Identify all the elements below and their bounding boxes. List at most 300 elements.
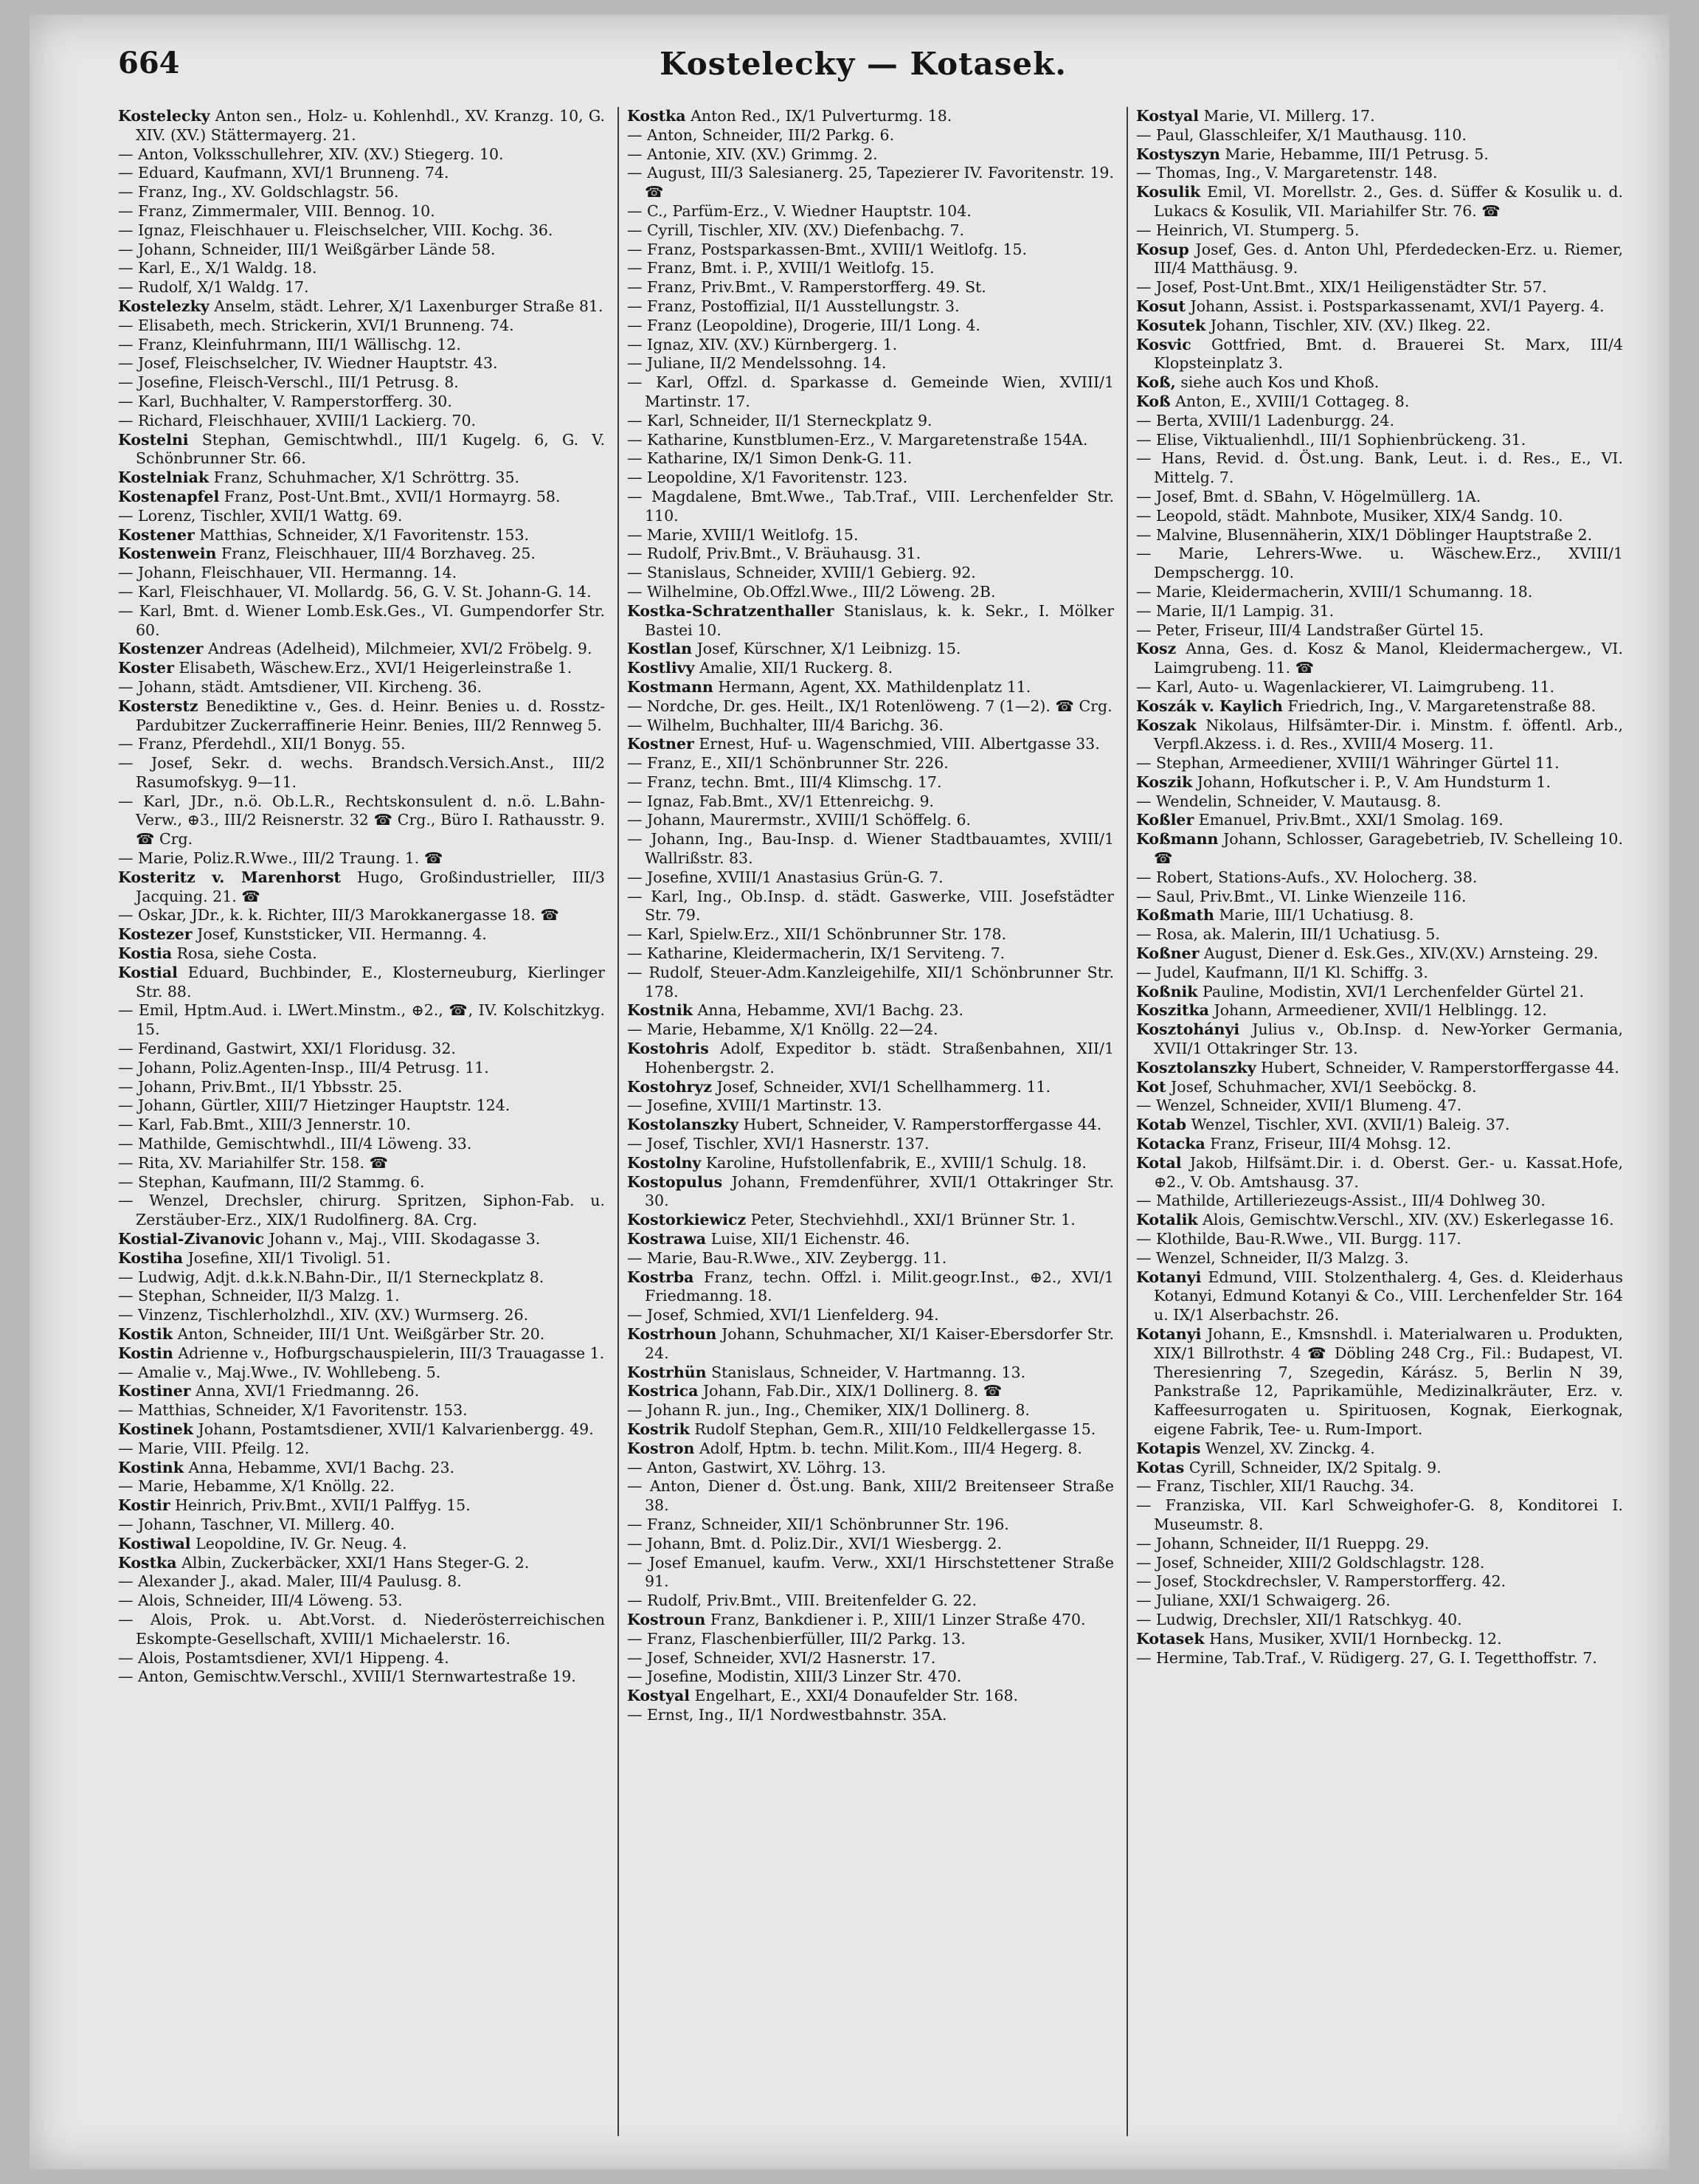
entry-details: — Anton, Gastwirt, XV. Löhrg. 13. — [627, 1458, 886, 1476]
directory-entry — [118, 259, 605, 278]
entry-details: — Ignaz, Fab.Bmt., XV/1 Ettenreichg. 9. — [627, 792, 935, 810]
directory-entry — [118, 925, 605, 944]
directory-entry — [627, 1401, 1114, 1420]
entry-surname: Kostner — [627, 735, 694, 753]
directory-entry — [1136, 1116, 1623, 1135]
directory-entry — [118, 202, 605, 221]
entry-details: — Alois, Prok. u. Abt.Vorst. d. Niederösterreichischen Eskompte-Gesellschaft, XVIII/1 Michaelerstr. 16. — [118, 1610, 605, 1648]
entry-details: — Marie, Hebamme, X/1 Knöllg. 22—24. — [627, 1020, 938, 1039]
entry-details: — Franz, Zimmermaler, VIII. Bennog. 10. — [118, 201, 435, 220]
directory-entry — [1136, 1611, 1623, 1630]
directory-entry — [627, 697, 1114, 716]
entry-details: Johann, Schlosser, Garagebetrieb, IV. Schelleing 10. ☎ — [1154, 830, 1623, 868]
entry-details: — Ludwig, Drechsler, XII/1 Ratschkyg. 40. — [1136, 1610, 1462, 1628]
entry-surname: Kostnik — [627, 1001, 693, 1020]
entry-surname: Koßnik — [1136, 982, 1198, 1001]
entry-details: — Berta, XVIII/1 Ladenburgg. 24. — [1136, 411, 1394, 429]
directory-entry — [627, 1306, 1114, 1325]
directory-entry — [627, 1040, 1114, 1078]
directory-entry — [118, 1535, 605, 1554]
directory-entry — [1136, 1630, 1623, 1649]
directory-entry — [118, 412, 605, 431]
entry-details: — Stanislaus, Schneider, XVIII/1 Gebierg. 92. — [627, 564, 976, 582]
directory-entry — [1136, 1554, 1623, 1573]
directory-entry — [627, 126, 1114, 145]
entry-details: — Josef, Schneider, XVI/2 Hasnerstr. 17. — [627, 1648, 936, 1667]
directory-entry — [1136, 241, 1623, 279]
directory-entry — [118, 1611, 605, 1649]
directory-entry — [1136, 773, 1623, 792]
entry-details: — Rudolf, Steuer-Adm.Kanzleigehilfe, XII/1 Schönbrunner Str. 178. — [627, 963, 1114, 1001]
directory-columns — [118, 107, 1623, 2143]
entry-surname: Kostka — [627, 107, 686, 125]
entry-details: — Ignaz, Fleischhauer u. Fleischselcher, VIII. Kochg. 36. — [118, 221, 553, 239]
directory-entry — [1136, 1192, 1623, 1211]
entry-surname: Kosteritz v. Marenhorst — [118, 868, 342, 886]
entry-surname: Kosztolanszky — [1136, 1058, 1256, 1077]
entry-surname: Kotapis — [1136, 1439, 1201, 1457]
entry-details: Ernest, Huf- u. Wagenschmied, VIII. Albertgasse 33. — [699, 735, 1100, 753]
directory-entry — [118, 1096, 605, 1116]
directory-entry — [118, 1572, 605, 1592]
entry-details: Matthias, Schneider, X/1 Favoritenstr. 153. — [199, 525, 530, 544]
directory-entry — [118, 697, 605, 736]
directory-entry — [1136, 906, 1623, 925]
directory-entry — [627, 888, 1114, 926]
entry-surname: Kostrhoun — [627, 1325, 717, 1343]
entry-surname: Kostyal — [627, 1687, 691, 1705]
directory-entry — [627, 1096, 1114, 1116]
entry-surname: Kostink — [118, 1458, 184, 1476]
directory-entry — [118, 488, 605, 507]
entry-surname: Kosut — [1136, 297, 1186, 315]
entry-surname: Kostron — [627, 1439, 695, 1457]
column-divider — [1127, 107, 1128, 2136]
directory-entry — [1136, 944, 1623, 964]
directory-entry — [118, 1116, 605, 1135]
directory-entry — [1136, 412, 1623, 431]
entry-details: — Magdalene, Bmt.Wwe., Tab.Traf., VIII. Lerchenfelder Str. 110. — [627, 487, 1114, 525]
entry-details: — Saul, Priv.Bmt., VI. Linke Wienzeile 116. — [1136, 887, 1467, 905]
directory-entry — [118, 526, 605, 545]
directory-entry — [118, 602, 605, 640]
directory-entry — [118, 1306, 605, 1325]
entry-details: Hermann, Agent, XX. Mathildenplatz 11. — [718, 677, 1031, 696]
directory-entry — [1136, 145, 1623, 165]
directory-entry — [627, 1706, 1114, 1725]
directory-entry — [627, 526, 1114, 545]
entry-details: Johann, Hofkutscher i. P., V. Am Hundsturm 1. — [1197, 773, 1551, 791]
directory-entry — [1136, 449, 1623, 488]
directory-entry — [1136, 678, 1623, 697]
entry-details: Benediktine v., Ges. d. Heinr. Benies u. d. Rosstz-Pardubitzer Zuckerraffinerie Heinr. Benies, III/2 Rennweg 5. — [136, 697, 605, 734]
directory-entry — [627, 202, 1114, 221]
directory-entry — [1136, 1592, 1623, 1611]
entry-details: Peter, Stechviehhdl., XXI/1 Brünner Str. 1. — [750, 1211, 1076, 1229]
entry-details: — Emil, Hptm.Aud. i. LWert.Minstm., ⊕2., ☎, IV. Kolschitzkyg. 15. — [118, 1001, 605, 1039]
entry-details: — Leopold, städt. Mahnbote, Musiker, XIX/4 Sandg. 10. — [1136, 506, 1563, 525]
directory-entry — [118, 944, 605, 964]
entry-details: — Johann, Bmt. d. Poliz.Dir., XVI/1 Wiesbergg. 2. — [627, 1534, 1002, 1552]
directory-entry — [1136, 1154, 1623, 1192]
entry-surname: Kostiwal — [118, 1534, 191, 1552]
directory-entry — [118, 659, 605, 678]
entry-details: — Hermine, Tab.Traf., V. Rüdigerg. 27, G. I. Tegetthoffstr. 7. — [1136, 1648, 1597, 1667]
directory-entry — [627, 1078, 1114, 1097]
entry-details: Johann, E., Kmsnshdl. i. Materialwaren u. Produkten, XIX/1 Billrothstr. 4 ☎ Döbling 248 Crg., Fil.: Budapest, VI. Theresienring 7, Szegedin, Kárász. 5, Berlin N 39, Pankstraße 12, Paprikamühle, Medizinalkräuter, Erz. v. Kaffeesurrogaten u. Spirituosen, Kognak, Eierkognak, eigene Fabrik, Tee- u. Rum-Import. — [1154, 1325, 1623, 1438]
entry-details: — Josefine, XVIII/1 Anastasius Grün-G. 7. — [627, 868, 944, 886]
directory-entry — [627, 678, 1114, 697]
entry-details: — Josefine, Modistin, XIII/3 Linzer Str. 470. — [627, 1668, 962, 1686]
entry-details: — Rudolf, X/1 Waldg. 17. — [118, 278, 309, 297]
directory-entry — [627, 278, 1114, 297]
directory-entry — [118, 1477, 605, 1496]
directory-entry — [118, 1668, 605, 1687]
entry-surname: Koßmath — [1136, 906, 1214, 925]
entry-surname: Kot — [1136, 1077, 1166, 1096]
entry-details: — Elise, Viktualienhdl., III/1 Sophienbrückeng. 31. — [1136, 430, 1526, 449]
directory-page — [30, 15, 1669, 2169]
directory-entry — [1136, 621, 1623, 640]
directory-entry — [1136, 1325, 1623, 1440]
entry-details: — Anton, Volksschullehrer, XIV. (XV.) Stiegerg. 10. — [118, 145, 504, 163]
entry-surname: Kotas — [1136, 1458, 1185, 1476]
entry-surname: Kostenwein — [118, 545, 217, 563]
directory-entry — [118, 1364, 605, 1383]
directory-entry — [627, 1649, 1114, 1668]
directory-entry — [118, 431, 605, 469]
directory-entry — [627, 1592, 1114, 1611]
directory-entry — [1136, 1440, 1623, 1459]
directory-entry — [1136, 888, 1623, 907]
entry-details: — Eduard, Kaufmann, XVI/1 Brunneng. 74. — [118, 164, 449, 182]
entry-details: Emanuel, Priv.Bmt., XXI/1 Smolag. 169. — [1198, 811, 1504, 829]
entry-details: — Stephan, Kaufmann, III/2 Stammg. 6. — [118, 1172, 425, 1191]
directory-entry — [118, 336, 605, 355]
entry-details: — Franz, E., XII/1 Schönbrunner Str. 226. — [627, 754, 949, 773]
entry-surname: Kotasek — [1136, 1629, 1205, 1648]
entry-surname: Koster — [118, 659, 174, 677]
directory-entry — [118, 1135, 605, 1154]
entry-surname: Kostinek — [118, 1420, 193, 1438]
entry-details: — Alois, Postamtsdiener, XVI/1 Hippeng. 4. — [118, 1648, 449, 1667]
entry-details: Rosa, siehe Costa. — [176, 944, 317, 963]
entry-surname: Kostolanszky — [627, 1116, 738, 1134]
entry-details: — Franz, Bmt. i. P., XVIII/1 Weitlofg. 15. — [627, 259, 935, 277]
entry-details: — Ludwig, Adjt. d.k.k.N.Bahn-Dir., II/1 Sterneckplatz 8. — [118, 1268, 544, 1286]
directory-entry — [118, 1001, 605, 1040]
directory-entry — [627, 1211, 1114, 1230]
entry-details: Franz, Schuhmacher, X/1 Schröttrg. 35. — [213, 469, 520, 487]
directory-entry — [118, 1192, 605, 1230]
directory-entry — [118, 640, 605, 659]
entry-surname: Koßner — [1136, 944, 1200, 963]
directory-entry — [1136, 317, 1623, 336]
entry-details: — Johann, Schneider, III/1 Weißgärber Lände 58. — [118, 240, 496, 258]
directory-entry — [627, 107, 1114, 126]
directory-entry — [118, 849, 605, 868]
directory-entry — [1136, 640, 1623, 678]
entry-surname: Kostial-Zivanovic — [118, 1230, 265, 1248]
directory-entry — [118, 469, 605, 488]
directory-entry — [118, 1344, 605, 1364]
directory-entry — [1136, 373, 1623, 393]
entry-details: — Josef, Bmt. d. SBahn, V. Högelmüllerg. 1A. — [1136, 487, 1481, 505]
entry-surname: Kostrhün — [627, 1363, 707, 1381]
directory-entry — [1136, 1477, 1623, 1496]
entry-details: — Ignaz, XIV. (XV.) Kürnbergerg. 1. — [627, 335, 898, 353]
directory-entry — [627, 1687, 1114, 1706]
directory-entry — [118, 678, 605, 697]
entry-details: — Stephan, Armeediener, XVIII/1 Währinger Gürtel 11. — [1136, 754, 1560, 773]
entry-details: Johann, Assist. i. Postsparkassenamt, XVI/1 Payerg. 4. — [1190, 297, 1605, 315]
directory-entry — [1136, 754, 1623, 773]
entry-details: Stephan, Gemischtwhdl., III/1 Kugelg. 6, G. V. Schönbrunner Str. 66. — [136, 430, 605, 468]
entry-details: — Thomas, Ing., V. Margaretenstr. 148. — [1136, 164, 1438, 182]
directory-entry — [1136, 1249, 1623, 1268]
entry-details: Adolf, Expeditor b. städt. Straßenbahnen, XII/1 Hohenbergstr. 2. — [645, 1040, 1114, 1077]
entry-details: Josef, Schuhmacher, XVI/1 Seeböckg. 8. — [1171, 1077, 1477, 1096]
directory-entry — [1136, 964, 1623, 983]
directory-entry — [1136, 1020, 1623, 1059]
entry-details: — Lorenz, Tischler, XVII/1 Wattg. 69. — [118, 506, 403, 525]
entry-details: — Ernst, Ing., II/1 Nordwestbahnstr. 35A. — [627, 1705, 947, 1724]
directory-entry — [1136, 431, 1623, 450]
directory-entry — [1136, 336, 1623, 374]
entry-details: — Johann, Taschner, VI. Millerg. 40. — [118, 1515, 395, 1533]
entry-surname: Kosztohányi — [1136, 1020, 1240, 1039]
directory-entry — [627, 1249, 1114, 1268]
entry-details: Engelhart, E., XXI/4 Donaufelder Str. 168. — [694, 1687, 1019, 1705]
entry-surname: Koßler — [1136, 811, 1194, 829]
entry-details: — Katharine, IX/1 Simon Denk-G. 11. — [627, 449, 913, 468]
directory-entry — [118, 221, 605, 241]
entry-details: — Karl, Buchhalter, V. Ramperstorfferg. 30. — [118, 392, 452, 410]
entry-details: — Stephan, Schneider, II/3 Malzg. 1. — [118, 1287, 400, 1305]
entry-details: — Antonie, XIV. (XV.) Grimmg. 2. — [627, 145, 878, 163]
directory-entry — [118, 278, 605, 297]
directory-entry — [627, 488, 1114, 526]
directory-entry — [118, 183, 605, 202]
directory-entry — [627, 754, 1114, 773]
directory-entry — [118, 868, 605, 907]
entry-surname: Koß, — [1136, 373, 1176, 392]
entry-surname: Kostelniak — [118, 469, 210, 487]
entry-details: Stanislaus, k. k. Sekr., I. Mölker Bastei 10. — [645, 601, 1114, 639]
entry-surname: Kostener — [118, 525, 195, 544]
directory-entry — [627, 373, 1114, 412]
entry-details: Josef, Ges. d. Anton Uhl, Pferdedecken-Erz. u. Riemer, III/4 Matthäusg. 9. — [1154, 240, 1623, 277]
directory-entry — [627, 1516, 1114, 1535]
entry-details: Nikolaus, Hilfsämter-Dir. i. Minstm. f. öffentl. Arb., Verpfl.Akzess. i. d. Res., XVIII/4 Moserg. 11. — [1154, 716, 1623, 753]
entry-details: Josef, Kürschner, X/1 Leibnizg. 15. — [696, 640, 961, 658]
directory-entry — [118, 1420, 605, 1440]
directory-entry — [1136, 107, 1623, 126]
directory-entry — [118, 754, 605, 792]
entry-details: — Katharine, Kunstblumen-Erz., V. Margaretenstraße 154A. — [627, 430, 1088, 449]
directory-entry — [627, 1001, 1114, 1020]
entry-details: — Franz, Schneider, XII/1 Schönbrunner Str. 196. — [627, 1515, 1009, 1533]
page-header — [118, 46, 1608, 90]
entry-details: — Juliane, XXI/1 Schwaigerg. 26. — [1136, 1592, 1391, 1610]
entry-details: — Josef, Schmied, XVI/1 Lienfelderg. 94. — [627, 1306, 939, 1324]
directory-entry — [627, 241, 1114, 260]
entry-details: Karoline, Hufstollenfabrik, E., XVIII/1 Schulg. 18. — [705, 1153, 1087, 1172]
entry-details: — Mathilde, Artilleriezeugs-Assist., III/4 Dohlweg 30. — [1136, 1192, 1546, 1210]
entry-details: Hubert, Schneider, V. Ramperstorffergasse 44. — [743, 1116, 1102, 1134]
entry-details: Pauline, Modistin, XVI/1 Lerchenfelder Gürtel 21. — [1203, 982, 1585, 1001]
directory-entry — [1136, 1096, 1623, 1116]
entry-surname: Kostka-Schratzenthaller — [627, 601, 834, 620]
directory-entry — [118, 1649, 605, 1668]
entry-details: — Judel, Kaufmann, II/1 Kl. Schiffg. 3. — [1136, 963, 1428, 981]
entry-details: — Wenzel, Drechsler, chirurg. Spritzen, Siphon-Fab. u. Zerstäuber-Erz., XIX/1 Rudolfinerg. 8A. Crg. — [118, 1192, 605, 1229]
directory-entry — [627, 792, 1114, 812]
entry-surname: Kostorkiewicz — [627, 1211, 747, 1229]
page-number: 664 — [118, 46, 180, 80]
directory-entry — [1136, 1459, 1623, 1478]
entry-details: — Marie, Kleidermacherin, XVIII/1 Schumanng. 18. — [1136, 582, 1533, 601]
entry-details: — Alexander J., akad. Maler, III/4 Paulusg. 8. — [118, 1572, 462, 1591]
directory-entry — [118, 373, 605, 393]
directory-entry — [627, 1230, 1114, 1249]
directory-entry — [1136, 164, 1623, 183]
directory-entry — [627, 1116, 1114, 1135]
directory-entry — [118, 297, 605, 317]
directory-entry — [118, 735, 605, 754]
entry-details: — Anton, Schneider, III/2 Parkg. 6. — [627, 125, 895, 144]
entry-details: Cyrill, Schneider, IX/2 Spitalg. 9. — [1188, 1458, 1442, 1476]
entry-details: — C., Parfüm-Erz., V. Wiedner Hauptstr. 104. — [627, 201, 972, 220]
directory-entry — [118, 107, 605, 145]
entry-details: Amalie, XII/1 Ruckerg. 8. — [699, 659, 893, 677]
entry-details: Heinrich, Priv.Bmt., XVII/1 Palffyg. 15. — [175, 1496, 471, 1515]
directory-entry — [1136, 488, 1623, 507]
entry-details: Johann, Armeediener, XVII/1 Helblingg. 12. — [1214, 1001, 1547, 1020]
directory-entry — [627, 164, 1114, 202]
directory-entry — [1136, 583, 1623, 602]
directory-entry — [1136, 697, 1623, 716]
directory-entry — [1136, 545, 1623, 583]
entry-surname: Koßmann — [1136, 830, 1219, 849]
entry-details: Wenzel, XV. Zinckg. 4. — [1205, 1439, 1375, 1457]
entry-details: Adrienne v., Hofburgschauspielerin, III/3 Trauagasse 1. — [178, 1344, 605, 1362]
entry-details: Marie, III/1 Uchatiusg. 8. — [1219, 906, 1414, 925]
entry-details: — Johann, Fleischhauer, VII. Hermanng. 14. — [118, 564, 457, 582]
entry-details: — Hans, Revid. d. Öst.ung. Bank, Leut. i. d. Res., E., VI. Mittelg. 7. — [1136, 449, 1623, 487]
directory-entry — [118, 964, 605, 1002]
directory-entry — [1136, 1230, 1623, 1249]
entry-details: Josefine, XII/1 Tivoligl. 51. — [187, 1248, 391, 1267]
entry-details: — Karl, Auto- u. Wagenlackierer, VI. Laimgrubeng. 11. — [1136, 677, 1555, 696]
directory-entry — [627, 1325, 1114, 1364]
directory-entry — [118, 354, 605, 373]
entry-details: Friedrich, Ing., V. Margaretenstraße 88. — [1287, 697, 1596, 715]
directory-entry — [118, 583, 605, 602]
directory-entry — [118, 1325, 605, 1344]
entry-details: Johann v., Maj., VIII. Skodagasse 3. — [269, 1230, 541, 1248]
directory-entry — [1136, 1496, 1623, 1535]
entry-surname: Kostrik — [627, 1420, 690, 1438]
entry-surname: Kotanyi — [1136, 1268, 1202, 1286]
directory-entry — [627, 1459, 1114, 1478]
entry-surname: Kosutek — [1136, 316, 1206, 334]
column-right — [1136, 107, 1623, 2143]
entry-details: Franz, Friseur, III/4 Mohsg. 12. — [1210, 1135, 1452, 1153]
directory-entry — [1136, 507, 1623, 526]
entry-details: — Karl, JDr., n.ö. Ob.L.R., Rechtskonsulent d. n.ö. L.Bahn-Verw., ⊕3., III/2 Reisnerstr. 32 ☎ Crg., Büro I. Rathausstr. 9. ☎ Crg. — [118, 792, 605, 849]
directory-entry — [627, 1154, 1114, 1173]
entry-details: — Wenzel, Schneider, XVII/1 Blumeng. 47. — [1136, 1096, 1462, 1115]
directory-entry — [627, 1611, 1114, 1630]
entry-details: Jakob, Hilfsämt.Dir. i. d. Oberst. Ger.- u. Kassat.Hofe, ⊕2., V. Ob. Amtshausg. 37. — [1154, 1153, 1623, 1191]
entry-details: — Karl, Ing., Ob.Insp. d. städt. Gaswerke, VIII. Josefstädter Str. 79. — [627, 887, 1114, 925]
entry-details: — Juliane, II/2 Mendelssohng. 14. — [627, 354, 887, 373]
directory-entry — [1136, 526, 1623, 545]
directory-entry — [118, 1440, 605, 1459]
entry-details: — Karl, Bmt. d. Wiener Lomb.Esk.Ges., VI. Gumpendorfer Str. 60. — [118, 601, 605, 639]
entry-details: Stanislaus, Schneider, V. Hartmanng. 13. — [711, 1363, 1026, 1381]
entry-details: — Vinzenz, Tischlerholzhdl., XIV. (XV.) Wurmserg. 26. — [118, 1306, 529, 1324]
directory-entry — [627, 830, 1114, 868]
directory-entry — [627, 583, 1114, 602]
directory-entry — [1136, 925, 1623, 944]
entry-details: — Karl, Fleischhauer, VI. Mollardg. 56, G. V. St. Johann-G. 14. — [118, 582, 592, 601]
entry-details: — Josef, Tischler, XVI/1 Hasnerstr. 137. — [627, 1135, 930, 1153]
directory-entry — [1136, 278, 1623, 297]
entry-details: — Josef, Sekr. d. wechs. Brandsch.Versich.Anst., III/2 Rasumofskyg. 9—11. — [118, 754, 605, 791]
directory-entry — [627, 602, 1114, 640]
directory-entry — [118, 1230, 605, 1249]
entry-details: Franz, Bankdiener i. P., XIII/1 Linzer Straße 470. — [710, 1610, 1086, 1628]
directory-entry — [1136, 221, 1623, 241]
directory-entry — [118, 1496, 605, 1516]
entry-details: — Wilhelmine, Ob.Offzl.Wwe., III/2 Löweng. 2B. — [627, 582, 996, 601]
directory-entry — [627, 1477, 1114, 1516]
directory-entry — [627, 336, 1114, 355]
entry-details: — Oskar, JDr., k. k. Richter, III/3 Marokkanergasse 18. ☎ — [118, 906, 559, 925]
entry-details: — Franz, Kleinfuhrmann, III/1 Wällischg. 12. — [118, 335, 461, 353]
entry-details: Anton sen., Holz- u. Kohlenhdl., XV. Kranzg. 10, G. XIV. (XV.) Stättermayerg. 21. — [136, 107, 605, 144]
directory-entry — [118, 564, 605, 583]
entry-details: Hans, Musiker, XVII/1 Hornbeckg. 12. — [1209, 1629, 1502, 1648]
directory-entry — [118, 1459, 605, 1478]
directory-entry — [118, 164, 605, 183]
entry-details: — Franz, techn. Bmt., III/4 Klimschg. 17. — [627, 773, 942, 791]
directory-entry — [627, 925, 1114, 944]
entry-surname: Kostlivy — [627, 659, 695, 677]
entry-details: — Josef, Post-Unt.Bmt., XIX/1 Heiligenstädter Str. 57. — [1136, 278, 1547, 297]
entry-details: — Franz, Tischler, XII/1 Rauchg. 34. — [1136, 1477, 1415, 1496]
entry-surname: Kostohryz — [627, 1077, 712, 1096]
directory-entry — [627, 716, 1114, 736]
entry-details: — Franz, Postoffizial, II/1 Ausstellungstr. 3. — [627, 297, 960, 315]
entry-details: — Johann, Gürtler, XIII/7 Hietzinger Hauptstr. 124. — [118, 1096, 511, 1115]
directory-entry — [118, 1592, 605, 1611]
directory-entry — [1136, 297, 1623, 317]
entry-surname: Koszák v. Kaylich — [1136, 697, 1283, 715]
directory-entry — [1136, 1135, 1623, 1154]
directory-entry — [1136, 1001, 1623, 1020]
entry-surname: Kostohris — [627, 1040, 709, 1058]
entry-details: — Marie, Lehrers-Wwe. u. Wäschew.Erz., XVIII/1 Dempschergg. 10. — [1136, 545, 1623, 582]
entry-details: Andreas (Adelheid), Milchmeier, XVI/2 Fröbelg. 9. — [208, 640, 592, 658]
entry-details: Adolf, Hptm. b. techn. Milit.Kom., III/4 Hegerg. 8. — [699, 1439, 1082, 1457]
directory-entry — [118, 145, 605, 165]
entry-surname: Kostroun — [627, 1610, 706, 1628]
entry-details: — Franz, Priv.Bmt., V. Ramperstorfferg. 49. St. — [627, 278, 986, 297]
entry-details: Albin, Zuckerbäcker, XXI/1 Hans Steger-G. 2. — [181, 1553, 530, 1572]
